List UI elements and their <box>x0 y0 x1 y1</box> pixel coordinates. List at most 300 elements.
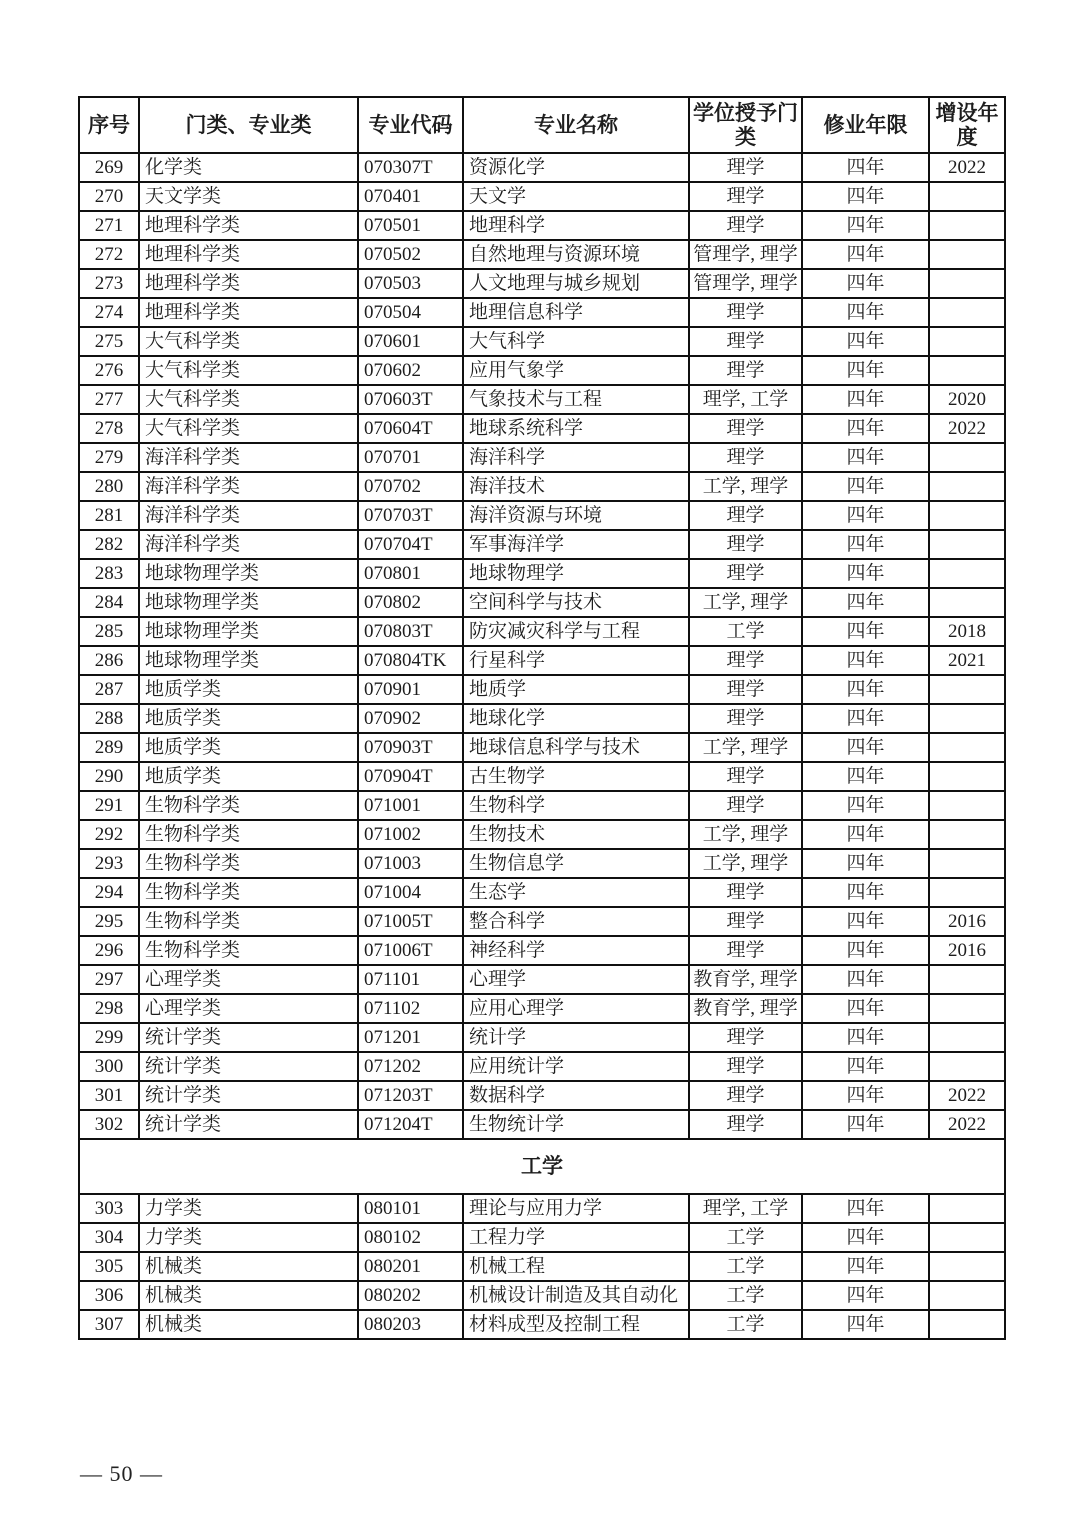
table-cell: 274 <box>79 298 139 327</box>
table-cell: 工学, 理学 <box>689 849 802 878</box>
table-row <box>79 878 1005 907</box>
table-cell: 地质学类 <box>139 704 358 733</box>
table-cell: 理学 <box>689 646 802 675</box>
table-cell: 整合科学 <box>463 907 689 936</box>
table-cell: 284 <box>79 588 139 617</box>
table-cell: 290 <box>79 762 139 791</box>
table-cell: 统计学 <box>463 1023 689 1052</box>
table-row <box>79 820 1005 849</box>
table-cell <box>929 559 1005 588</box>
table-cell: 应用统计学 <box>463 1052 689 1081</box>
table-cell <box>929 1223 1005 1252</box>
table-cell: 四年 <box>802 849 929 878</box>
table-cell: 283 <box>79 559 139 588</box>
table-cell: 302 <box>79 1110 139 1139</box>
table-cell: 力学类 <box>139 1194 358 1223</box>
table-cell: 工学, 理学 <box>689 733 802 762</box>
table-cell: 271 <box>79 211 139 240</box>
table-cell: 教育学, 理学 <box>689 965 802 994</box>
table-cell <box>929 1194 1005 1223</box>
table-cell: 四年 <box>802 472 929 501</box>
table-row <box>79 327 1005 356</box>
table-cell: 286 <box>79 646 139 675</box>
table-cell: 四年 <box>802 530 929 559</box>
table-row <box>79 153 1005 182</box>
table-cell: 理学 <box>689 298 802 327</box>
table-cell: 工学, 理学 <box>689 820 802 849</box>
table-row <box>79 240 1005 269</box>
table-cell: 080102 <box>358 1223 463 1252</box>
table-cell: 数据科学 <box>463 1081 689 1110</box>
table-cell: 2020 <box>929 385 1005 414</box>
column-header: 增设年度 <box>929 97 1005 153</box>
table-cell <box>929 356 1005 385</box>
table-cell: 070804TK <box>358 646 463 675</box>
table-cell: 理学 <box>689 1052 802 1081</box>
column-header: 门类、专业类 <box>139 97 358 153</box>
table-cell: 071002 <box>358 820 463 849</box>
table-cell <box>929 530 1005 559</box>
page-number: — 50 — <box>80 1461 163 1486</box>
table-cell: 四年 <box>802 269 929 298</box>
table-cell: 080201 <box>358 1252 463 1281</box>
table-cell: 070504 <box>358 298 463 327</box>
table-cell: 2022 <box>929 1110 1005 1139</box>
table-cell: 理学 <box>689 356 802 385</box>
table-cell: 070501 <box>358 211 463 240</box>
table-cell: 276 <box>79 356 139 385</box>
table-row <box>79 356 1005 385</box>
table-row <box>79 1252 1005 1281</box>
table-cell: 生物科学类 <box>139 936 358 965</box>
table-row <box>79 849 1005 878</box>
table-cell: 四年 <box>802 907 929 936</box>
table-cell: 地理科学类 <box>139 211 358 240</box>
table-cell: 四年 <box>802 588 929 617</box>
table-cell: 统计学类 <box>139 1110 358 1139</box>
table-cell: 理学 <box>689 443 802 472</box>
table-cell: 287 <box>79 675 139 704</box>
table-cell: 天文学类 <box>139 182 358 211</box>
table-cell: 大气科学类 <box>139 327 358 356</box>
table-cell: 四年 <box>802 356 929 385</box>
table-row <box>79 1081 1005 1110</box>
table-cell: 应用气象学 <box>463 356 689 385</box>
table-cell: 生物科学 <box>463 791 689 820</box>
table-cell: 071001 <box>358 791 463 820</box>
section-label: 工学 <box>79 1139 1005 1194</box>
table-cell: 空间科学与技术 <box>463 588 689 617</box>
table-row <box>79 617 1005 646</box>
table-cell: 地球信息科学与技术 <box>463 733 689 762</box>
table-cell: 管理学, 理学 <box>689 240 802 269</box>
table-cell: 305 <box>79 1252 139 1281</box>
table-cell: 279 <box>79 443 139 472</box>
table-cell: 2021 <box>929 646 1005 675</box>
table-cell: 理学 <box>689 907 802 936</box>
table-cell: 大气科学类 <box>139 356 358 385</box>
table-cell: 统计学类 <box>139 1052 358 1081</box>
table-row <box>79 733 1005 762</box>
table-row <box>79 762 1005 791</box>
table-cell: 四年 <box>802 820 929 849</box>
table-cell: 大气科学 <box>463 327 689 356</box>
table-cell: 2016 <box>929 907 1005 936</box>
table-cell: 四年 <box>802 965 929 994</box>
table-row <box>79 675 1005 704</box>
table-cell: 269 <box>79 153 139 182</box>
table-cell: 工学 <box>689 617 802 646</box>
table-cell: 070602 <box>358 356 463 385</box>
table-cell <box>929 733 1005 762</box>
table-cell: 四年 <box>802 298 929 327</box>
table-cell: 272 <box>79 240 139 269</box>
table-cell: 071201 <box>358 1023 463 1052</box>
table-cell: 生物科学类 <box>139 878 358 907</box>
table-cell: 机械类 <box>139 1252 358 1281</box>
table-cell: 工学 <box>689 1310 802 1339</box>
table-cell: 298 <box>79 994 139 1023</box>
table-cell: 四年 <box>802 211 929 240</box>
table-cell <box>929 762 1005 791</box>
table-cell <box>929 675 1005 704</box>
table-cell: 资源化学 <box>463 153 689 182</box>
table-cell: 海洋科学类 <box>139 443 358 472</box>
table-cell: 四年 <box>802 1081 929 1110</box>
table-cell <box>929 269 1005 298</box>
table-cell <box>929 849 1005 878</box>
table-cell: 理学 <box>689 559 802 588</box>
table-cell: 294 <box>79 878 139 907</box>
table-cell: 工学 <box>689 1281 802 1310</box>
table-cell: 070703T <box>358 501 463 530</box>
table-cell: 四年 <box>802 1194 929 1223</box>
table-row <box>79 1110 1005 1139</box>
table-cell: 行星科学 <box>463 646 689 675</box>
table-cell: 299 <box>79 1023 139 1052</box>
table-cell: 080202 <box>358 1281 463 1310</box>
table-cell: 2016 <box>929 936 1005 965</box>
table-cell: 291 <box>79 791 139 820</box>
table-cell: 281 <box>79 501 139 530</box>
table-cell: 275 <box>79 327 139 356</box>
table-cell: 地球化学 <box>463 704 689 733</box>
table-cell <box>929 1052 1005 1081</box>
table-cell: 神经科学 <box>463 936 689 965</box>
table-row <box>79 443 1005 472</box>
table-row <box>79 501 1005 530</box>
table-cell: 海洋科学类 <box>139 530 358 559</box>
table-cell: 2022 <box>929 1081 1005 1110</box>
table-cell: 四年 <box>802 878 929 907</box>
table-cell: 地球物理学类 <box>139 617 358 646</box>
table-cell: 防灾减灾科学与工程 <box>463 617 689 646</box>
table-cell: 070601 <box>358 327 463 356</box>
table-cell: 海洋技术 <box>463 472 689 501</box>
table-cell: 应用心理学 <box>463 994 689 1023</box>
table-cell: 工程力学 <box>463 1223 689 1252</box>
table-cell: 270 <box>79 182 139 211</box>
table-cell <box>929 791 1005 820</box>
table-cell: 070904T <box>358 762 463 791</box>
table-cell: 四年 <box>802 240 929 269</box>
table-row <box>79 936 1005 965</box>
table-cell <box>929 1310 1005 1339</box>
table-cell: 海洋科学类 <box>139 501 358 530</box>
table-cell: 地质学 <box>463 675 689 704</box>
table-cell: 四年 <box>802 327 929 356</box>
table-cell: 070401 <box>358 182 463 211</box>
table-cell: 理学 <box>689 675 802 704</box>
table-cell: 理学 <box>689 878 802 907</box>
table-cell: 地理科学类 <box>139 240 358 269</box>
table-cell: 理学 <box>689 1110 802 1139</box>
column-header: 专业名称 <box>463 97 689 153</box>
table-row <box>79 791 1005 820</box>
table-row <box>79 298 1005 327</box>
table-row <box>79 965 1005 994</box>
table-cell: 四年 <box>802 762 929 791</box>
table-row <box>79 1310 1005 1339</box>
table-cell: 四年 <box>802 1023 929 1052</box>
table-cell: 生物科学类 <box>139 820 358 849</box>
table-cell: 289 <box>79 733 139 762</box>
table-cell: 天文学 <box>463 182 689 211</box>
table-cell: 古生物学 <box>463 762 689 791</box>
table-cell: 070903T <box>358 733 463 762</box>
table-row <box>79 472 1005 501</box>
table-cell: 材料成型及控制工程 <box>463 1310 689 1339</box>
table-cell: 工学 <box>689 1252 802 1281</box>
table-cell: 288 <box>79 704 139 733</box>
table-cell: 070701 <box>358 443 463 472</box>
table-cell: 071005T <box>358 907 463 936</box>
table-cell: 管理学, 理学 <box>689 269 802 298</box>
table-cell: 2018 <box>929 617 1005 646</box>
table-cell: 地质学类 <box>139 675 358 704</box>
table-cell: 海洋科学 <box>463 443 689 472</box>
table-cell: 机械工程 <box>463 1252 689 1281</box>
table-cell: 地理科学 <box>463 211 689 240</box>
table-cell: 生物科学类 <box>139 907 358 936</box>
table-cell <box>929 327 1005 356</box>
table-cell: 理学 <box>689 1081 802 1110</box>
table-cell: 地理信息科学 <box>463 298 689 327</box>
table-cell: 070802 <box>358 588 463 617</box>
table-cell: 四年 <box>802 646 929 675</box>
table-cell: 四年 <box>802 1223 929 1252</box>
table-cell: 293 <box>79 849 139 878</box>
table-cell: 304 <box>79 1223 139 1252</box>
table-cell: 理学 <box>689 327 802 356</box>
table-cell: 四年 <box>802 617 929 646</box>
table-row <box>79 559 1005 588</box>
table-row <box>79 269 1005 298</box>
table-cell <box>929 704 1005 733</box>
table-row <box>79 994 1005 1023</box>
table-cell: 301 <box>79 1081 139 1110</box>
table-cell <box>929 211 1005 240</box>
table-cell: 地球物理学类 <box>139 588 358 617</box>
table-cell: 四年 <box>802 443 929 472</box>
table-cell: 四年 <box>802 675 929 704</box>
table-cell: 力学类 <box>139 1223 358 1252</box>
table-cell <box>929 965 1005 994</box>
table-cell: 机械类 <box>139 1281 358 1310</box>
table-cell <box>929 1281 1005 1310</box>
table-cell: 生物统计学 <box>463 1110 689 1139</box>
table-cell: 071003 <box>358 849 463 878</box>
table-cell: 278 <box>79 414 139 443</box>
table-cell: 297 <box>79 965 139 994</box>
table-cell <box>929 240 1005 269</box>
table-cell: 四年 <box>802 936 929 965</box>
table-cell: 四年 <box>802 1281 929 1310</box>
table-cell: 307 <box>79 1310 139 1339</box>
table-cell: 296 <box>79 936 139 965</box>
table-cell: 自然地理与资源环境 <box>463 240 689 269</box>
table-cell: 大气科学类 <box>139 414 358 443</box>
table-cell: 070502 <box>358 240 463 269</box>
table-cell: 四年 <box>802 791 929 820</box>
table-cell: 教育学, 理学 <box>689 994 802 1023</box>
column-header: 修业年限 <box>802 97 929 153</box>
table-cell <box>929 1252 1005 1281</box>
table-cell: 070604T <box>358 414 463 443</box>
table-cell: 070307T <box>358 153 463 182</box>
table-cell: 生物科学类 <box>139 791 358 820</box>
table-cell: 071101 <box>358 965 463 994</box>
column-header: 专业代码 <box>358 97 463 153</box>
table-cell: 地质学类 <box>139 733 358 762</box>
table-cell: 工学 <box>689 1223 802 1252</box>
table-cell: 大气科学类 <box>139 385 358 414</box>
table-cell: 四年 <box>802 182 929 211</box>
table-cell: 071202 <box>358 1052 463 1081</box>
table-cell: 071203T <box>358 1081 463 1110</box>
table-cell: 071006T <box>358 936 463 965</box>
table-cell: 280 <box>79 472 139 501</box>
table-cell: 282 <box>79 530 139 559</box>
table-cell: 四年 <box>802 733 929 762</box>
table-cell: 四年 <box>802 501 929 530</box>
table-cell: 070801 <box>358 559 463 588</box>
table-cell: 地球系统科学 <box>463 414 689 443</box>
table-cell <box>929 443 1005 472</box>
table-cell: 四年 <box>802 1052 929 1081</box>
table-row <box>79 1023 1005 1052</box>
table-cell: 理学, 工学 <box>689 1194 802 1223</box>
table-row <box>79 646 1005 675</box>
table-cell: 070902 <box>358 704 463 733</box>
table-cell: 071004 <box>358 878 463 907</box>
table-cell: 地质学类 <box>139 762 358 791</box>
table-cell: 295 <box>79 907 139 936</box>
table-cell: 统计学类 <box>139 1023 358 1052</box>
column-header: 学位授予门类 <box>689 97 802 153</box>
section-row <box>79 1139 1005 1194</box>
table-cell: 生物技术 <box>463 820 689 849</box>
table-cell: 理论与应用力学 <box>463 1194 689 1223</box>
table-cell: 理学 <box>689 762 802 791</box>
table-cell: 生物科学类 <box>139 849 358 878</box>
table-cell <box>929 298 1005 327</box>
table-row <box>79 182 1005 211</box>
table-row <box>79 588 1005 617</box>
table-row <box>79 211 1005 240</box>
table-cell: 四年 <box>802 559 929 588</box>
table-cell <box>929 878 1005 907</box>
table-cell: 理学 <box>689 791 802 820</box>
table-cell: 300 <box>79 1052 139 1081</box>
table-cell: 273 <box>79 269 139 298</box>
table-row <box>79 704 1005 733</box>
table-cell: 070603T <box>358 385 463 414</box>
table-row <box>79 1223 1005 1252</box>
table-cell: 地球物理学 <box>463 559 689 588</box>
table-cell <box>929 501 1005 530</box>
table-cell <box>929 1023 1005 1052</box>
table-row <box>79 1052 1005 1081</box>
table-cell: 080203 <box>358 1310 463 1339</box>
table-cell: 统计学类 <box>139 1081 358 1110</box>
table-cell: 四年 <box>802 1252 929 1281</box>
table-cell: 地球物理学类 <box>139 559 358 588</box>
table-cell: 071204T <box>358 1110 463 1139</box>
table-cell <box>929 820 1005 849</box>
table-cell: 2022 <box>929 153 1005 182</box>
table-cell: 化学类 <box>139 153 358 182</box>
table-cell <box>929 994 1005 1023</box>
table-cell: 071102 <box>358 994 463 1023</box>
table-cell: 地球物理学类 <box>139 646 358 675</box>
table-cell: 理学 <box>689 704 802 733</box>
table-cell: 理学 <box>689 936 802 965</box>
table-cell: 2022 <box>929 414 1005 443</box>
table-cell <box>929 588 1005 617</box>
table-cell: 285 <box>79 617 139 646</box>
column-header: 序号 <box>79 97 139 153</box>
table-cell: 地理科学类 <box>139 298 358 327</box>
table-cell: 070901 <box>358 675 463 704</box>
table-cell: 四年 <box>802 385 929 414</box>
table-body <box>79 153 1005 1339</box>
table-cell: 机械设计制造及其自动化 <box>463 1281 689 1310</box>
table-cell: 理学 <box>689 211 802 240</box>
table-row <box>79 1194 1005 1223</box>
table-cell: 生态学 <box>463 878 689 907</box>
table-cell: 理学 <box>689 182 802 211</box>
table-row <box>79 1281 1005 1310</box>
table-cell: 070704T <box>358 530 463 559</box>
table-cell: 292 <box>79 820 139 849</box>
table-cell: 机械类 <box>139 1310 358 1339</box>
table-cell: 四年 <box>802 1310 929 1339</box>
table-cell <box>929 182 1005 211</box>
table-cell: 工学, 理学 <box>689 472 802 501</box>
table-cell: 理学 <box>689 530 802 559</box>
majors-table <box>78 96 1006 1340</box>
table-row <box>79 530 1005 559</box>
table-cell: 四年 <box>802 994 929 1023</box>
table-cell: 277 <box>79 385 139 414</box>
table-cell: 070702 <box>358 472 463 501</box>
table-cell: 理学 <box>689 1023 802 1052</box>
table-cell: 生物信息学 <box>463 849 689 878</box>
table-row <box>79 385 1005 414</box>
table-cell: 理学 <box>689 414 802 443</box>
table-cell: 工学, 理学 <box>689 588 802 617</box>
